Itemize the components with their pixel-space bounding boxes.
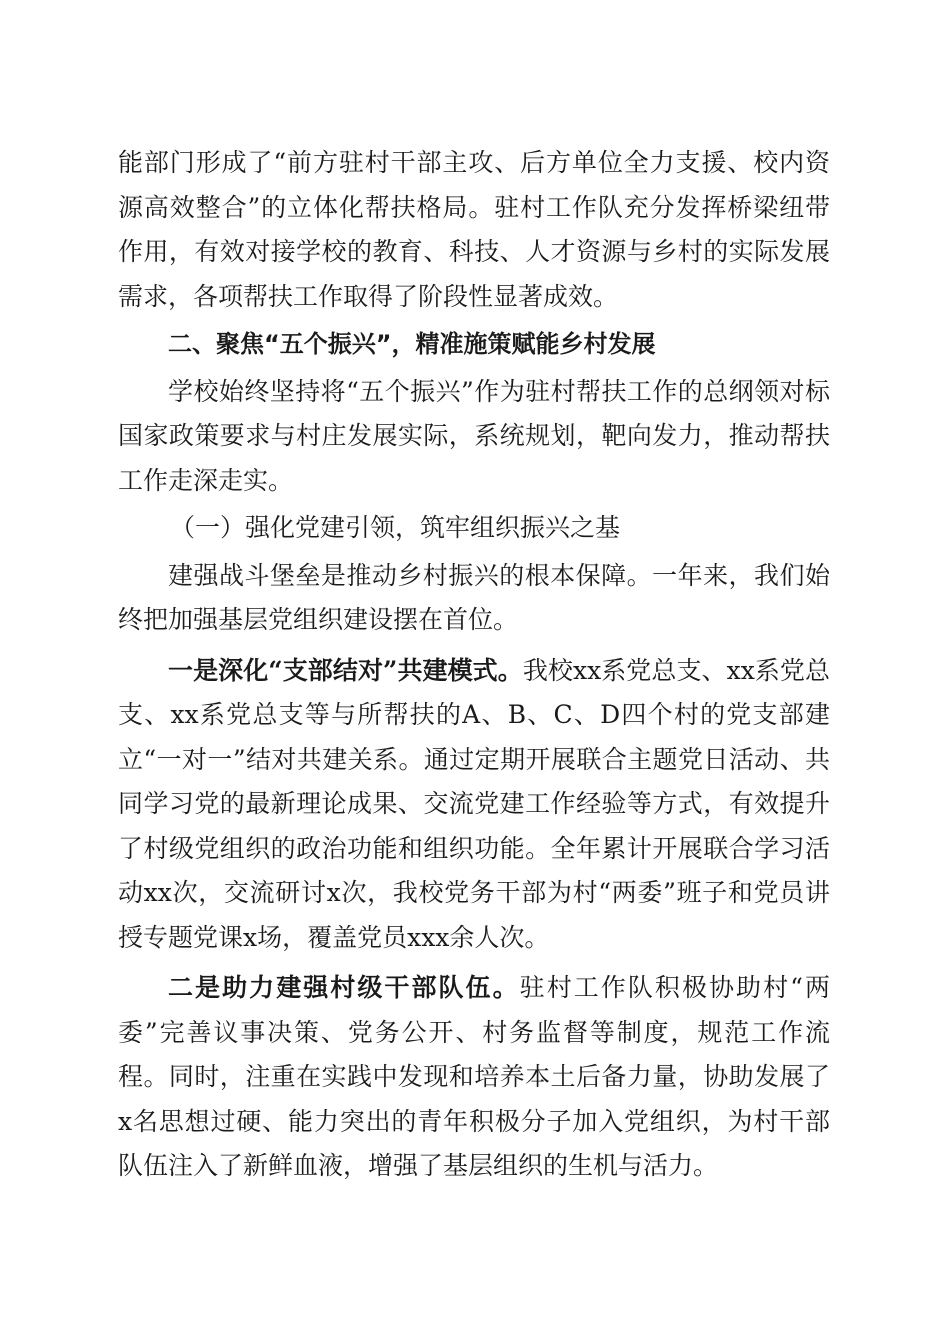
paragraph-five-revitalizations: 学校始终坚持将“五个振兴”作为驻村帮扶工作的总纲领对标国家政策要求与村庄发展实际，系统规划，靶向发力，推动帮扶工作走深走实。 [118,376,830,495]
paragraph-body-text: 驻村工作队积极协助村“两委”完善议事决策、党务公开、村务监督等制度，规范工作流程。同时，注重在实践中发现和培养本土后备力量，协助发展了x名思想过硬、能力突出的青年积极分子加入党组织，为村干部队伍注入了新鲜血液，增强了基层组织的生机与活力。 [118,973,830,1180]
paragraph-continued: 能部门形成了“前方驻村干部主攻、后方单位全力支援、校内资源高效整合”的立体化帮扶格局。驻村工作队充分发挥桥梁纽带作用，有效对接学校的教育、科技、人才资源与乡村的实际发展需求，各项帮扶工作取得了阶段性显著成效。 [118,148,830,311]
subsection-heading-one: （一）强化党建引领，筑牢组织振兴之基 [170,513,621,542]
section-heading-two: 二、聚焦“五个振兴”，精准施策赋能乡村发展 [168,330,656,358]
paragraph-lead-text: 一是深化“支部结对”共建模式。 [168,655,523,685]
paragraph-branch-pairing [118,649,830,961]
paragraph-party-building: 建强战斗堡垒是推动乡村振兴的根本保障。一年来，我们始终把加强基层党组织建设摆在首位。 [118,560,830,634]
paragraph-lead-text: 二是助力建强村级干部队伍。 [168,973,520,1002]
document-body [118,141,830,1189]
paragraph-village-cadres [118,966,830,1189]
paragraph-body-text: 我校xx系党总支、xx系党总支、xx系党总支等与所帮扶的A、B、C、D四个村的党支部建立“一对一”结对共建关系。通过定期开展联合主题党日活动、共同学习党的最新理论成果、交流党建工作经验等方式，有效提升了村级党组织的政治功能和组织功能。全年累计开展联合学习活动xx次，交流研讨x次，我校党务干部为村“两委”班子和党员讲授专题党课x场，覆盖党员xxx余人次。 [118,655,830,952]
